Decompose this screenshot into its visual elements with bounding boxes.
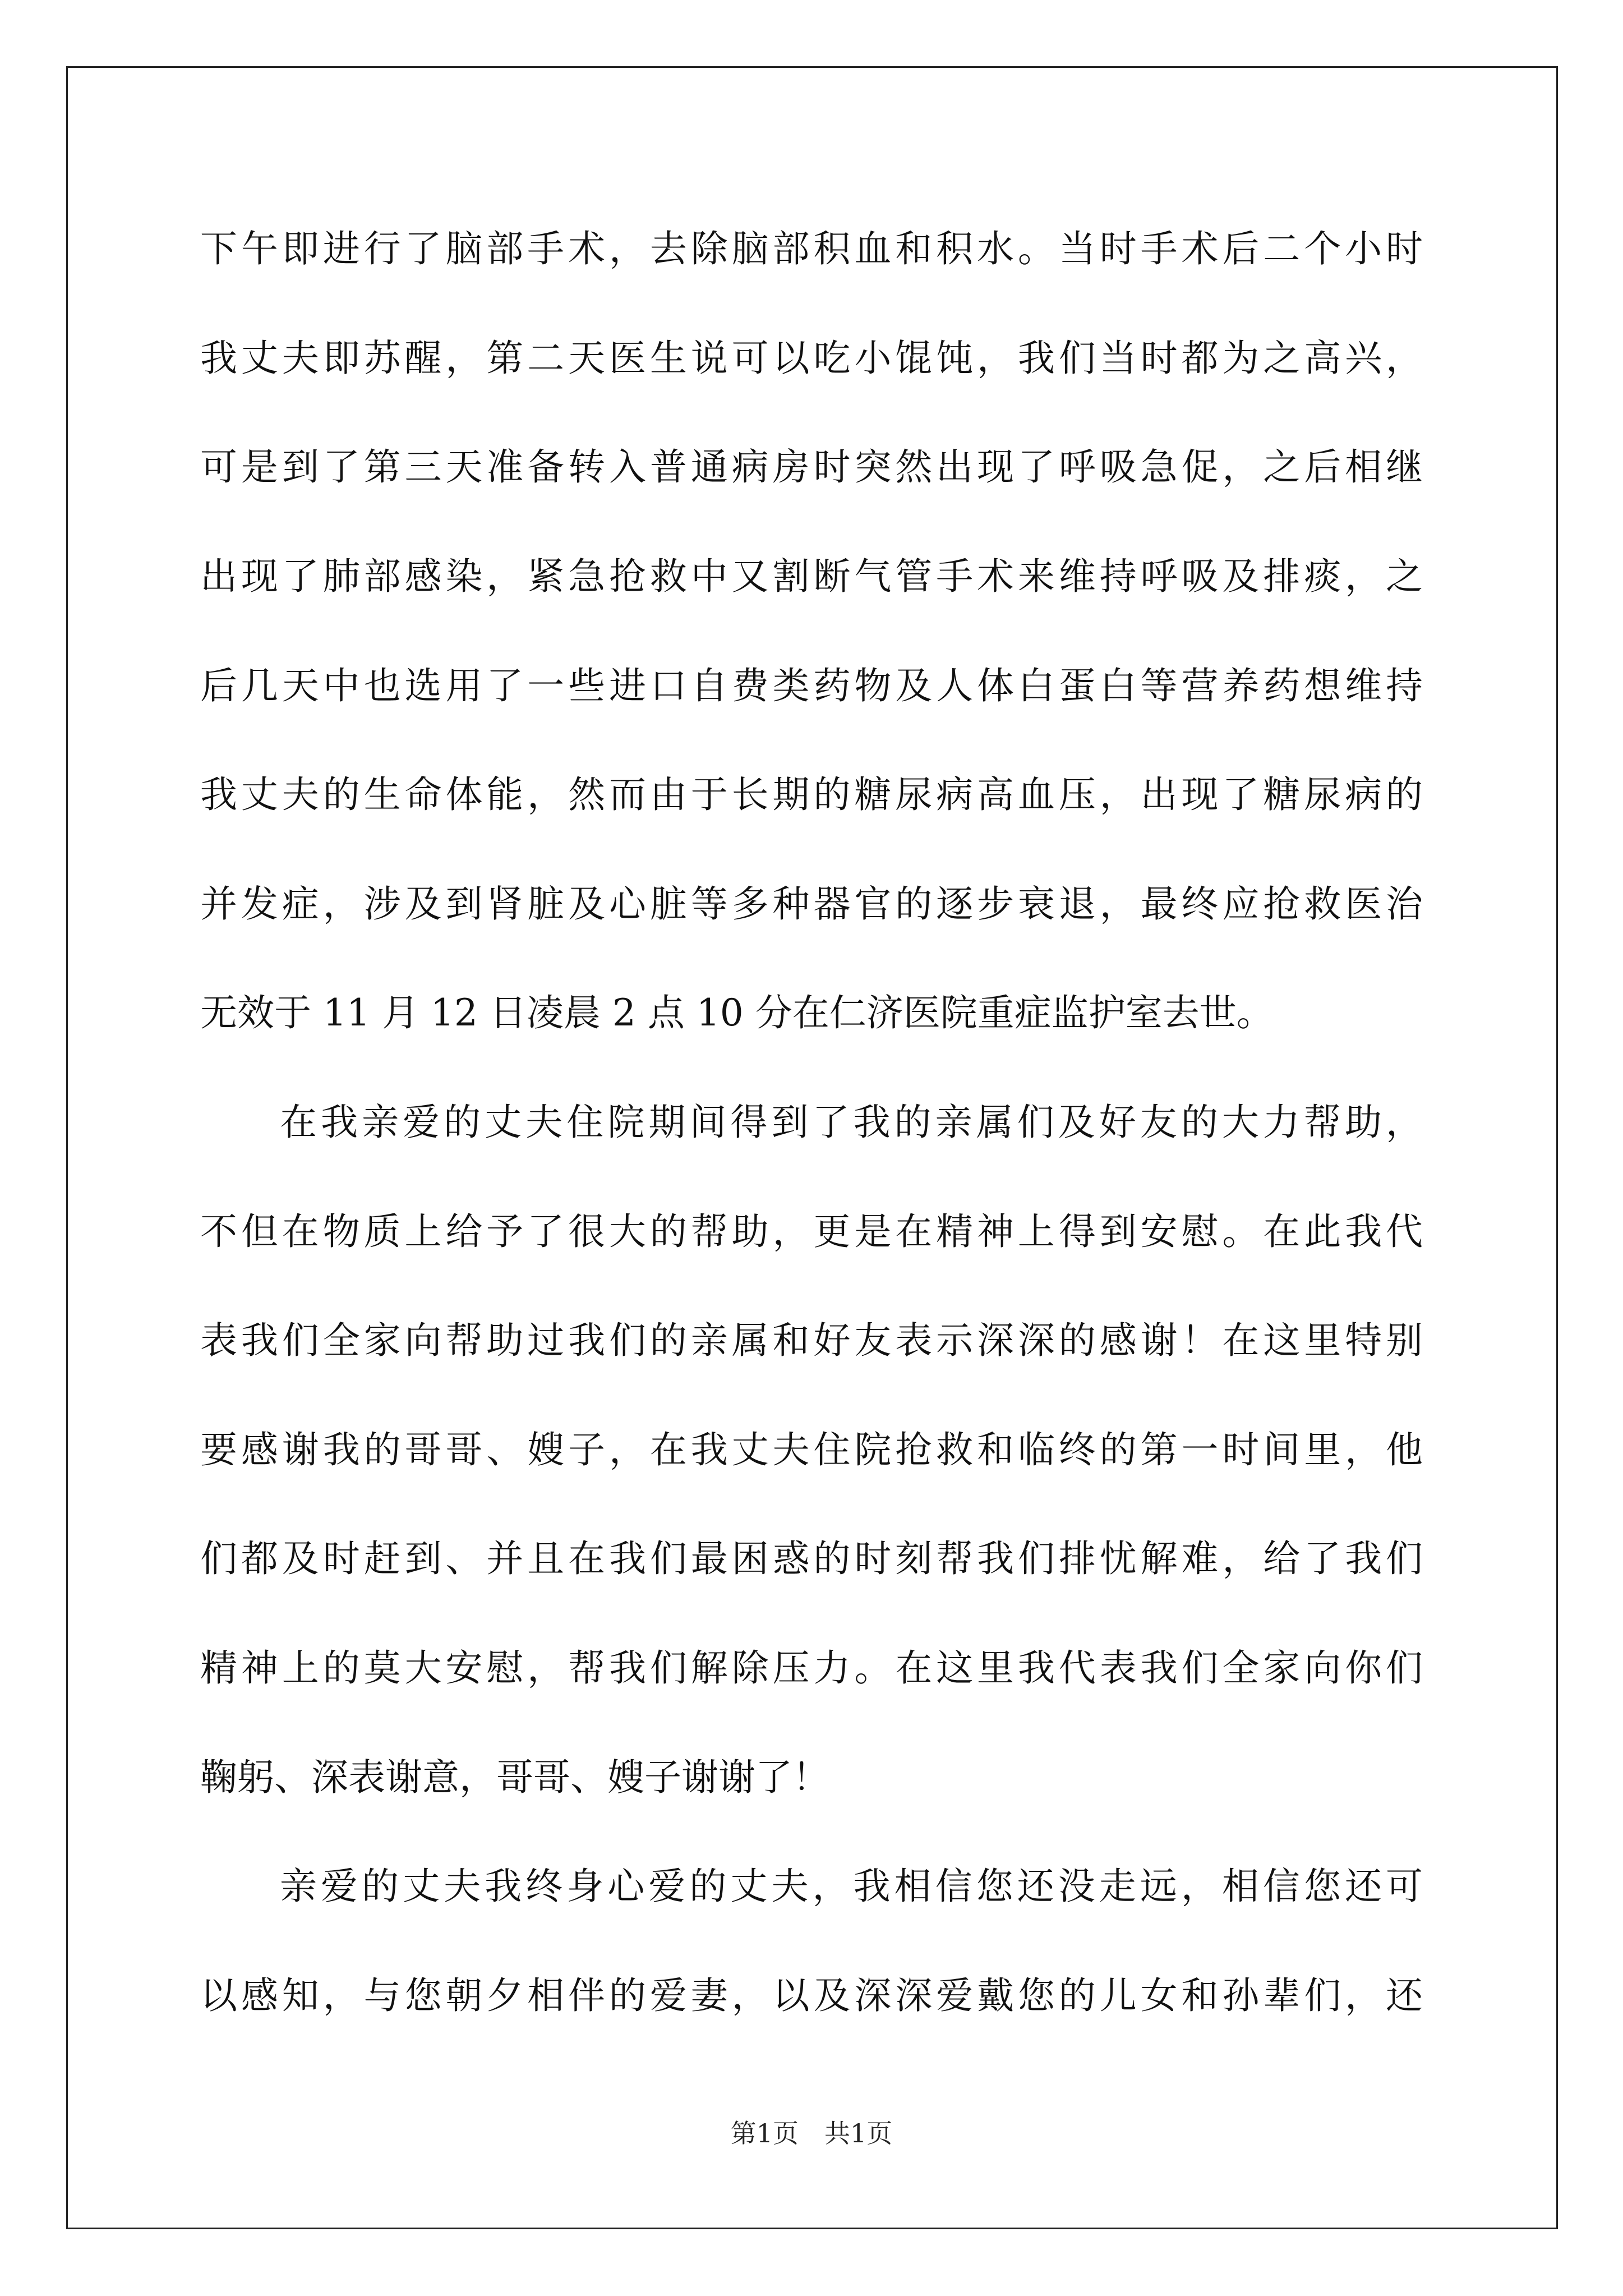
text-line: 们都及时赶到、并且在我们最困惑的时刻帮我们排忧解难，给了我们 xyxy=(200,1537,1423,1580)
text-line: 我丈夫即苏醒，第二天医生说可以吃小馄饨，我们当时都为之高兴， xyxy=(200,337,1423,380)
text-line: 不但在物质上给予了很大的帮助，更是在精神上得到安慰。在此我代 xyxy=(200,1210,1423,1253)
text-line: 精神上的莫大安慰，帮我们解除压力。在这里我代表我们全家向你们 xyxy=(200,1646,1423,1690)
text-line: 出现了肺部感染，紧急抢救中又割断气管手术来维持呼吸及排痰，之 xyxy=(200,555,1423,598)
text-line: 以感知，与您朝夕相伴的爱妻，以及深深爱戴您的儿女和孙辈们，还 xyxy=(200,1974,1423,2017)
page-number-footer: 第1页 共1页 xyxy=(730,2118,893,2148)
text-line: 表我们全家向帮助过我们的亲属和好友表示深深的感谢！在这里特别 xyxy=(200,1319,1423,1362)
text-line: 并发症，涉及到肾脏及心脏等多种器官的逐步衰退，最终应抢救医治 xyxy=(200,882,1423,926)
text-line: 后几天中也选用了一些进口自费类药物及人体白蛋白等营养药想维持 xyxy=(200,664,1423,707)
text-line: 下午即进行了脑部手术，去除脑部积血和积水。当时手术后二个小时 xyxy=(200,227,1423,270)
text-line: 鞠躬、深表谢意，哥哥、嫂子谢谢了！ xyxy=(200,1756,829,1799)
text-line: 可是到了第三天准备转入普通病房时突然出现了呼吸急促，之后相继 xyxy=(200,445,1423,489)
paragraph-first-line: 在我亲爱的丈夫住院期间得到了我的亲属们及好友的大力帮助， xyxy=(280,1101,1423,1144)
text-line: 要感谢我的哥哥、嫂子，在我丈夫住院抢救和临终的第一时间里，他 xyxy=(200,1428,1423,1471)
text-line: 我丈夫的生命体能，然而由于长期的糖尿病高血压，出现了糖尿病的 xyxy=(200,773,1423,816)
text-line: 无效于 11 月 12 日凌晨 2 点 10 分在仁济医院重症监护室去世。 xyxy=(200,991,1274,1034)
paragraph-first-line: 亲爱的丈夫我终身心爱的丈夫，我相信您还没走远，相信您还可 xyxy=(280,1865,1423,1908)
